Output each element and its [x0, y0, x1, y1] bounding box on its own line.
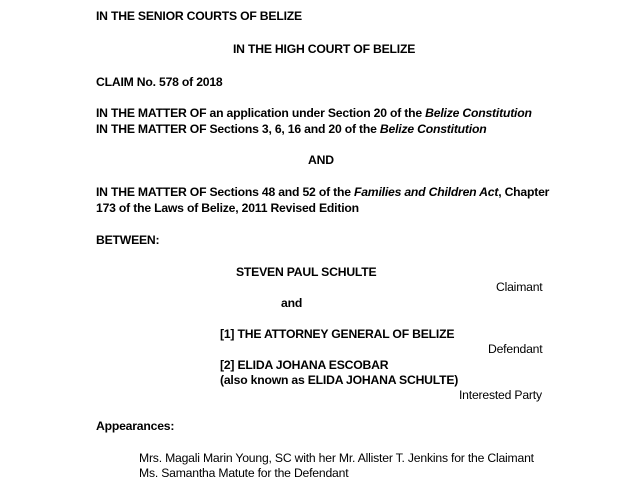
matter-constitution-section-20 [96, 106, 532, 120]
matter-text: IN THE MATTER OF Sections 3, 6, 16 and 20 of the [96, 122, 380, 136]
claimant-name: STEVEN PAUL SCHULTE [236, 265, 377, 279]
defendant-role: Defendant [488, 342, 543, 356]
matter-constitution-sections [96, 122, 486, 136]
defendant-name: [1] THE ATTORNEY GENERAL OF BELIZE [220, 327, 455, 341]
claimant-role: Claimant [496, 280, 543, 294]
matter-text: IN THE MATTER OF an application under Section 20 of the [96, 106, 426, 120]
matter-text: IN THE MATTER OF Sections 48 and 52 of the [96, 185, 354, 199]
matter-families-children-act-line2: 173 of the Laws of Belize, 2011 Revised Edition [96, 201, 359, 215]
court-title-high: IN THE HIGH COURT OF BELIZE [233, 42, 416, 56]
between-label: BETWEEN: [96, 233, 160, 247]
matter-italic-text: Belize Constitution [379, 122, 487, 136]
appearances-label: Appearances: [96, 419, 175, 433]
parties-and: and [281, 296, 303, 310]
interested-party-aka: (also known as ELIDA JOHANA SCHULTE) [220, 373, 459, 387]
court-title-senior: IN THE SENIOR COURTS OF BELIZE [96, 9, 302, 23]
interested-party-name: [2] ELIDA JOHANA ESCOBAR [220, 358, 389, 372]
claim-number: CLAIM No. 578 of 2018 [96, 75, 223, 89]
matter-italic-text: Belize Constitution [425, 106, 532, 120]
appearance-claimant: Mrs. Magali Marin Young, SC with her Mr. Allister T. Jenkins for the Claimant [139, 451, 534, 465]
matter-families-children-act [96, 185, 549, 199]
matter-text: , Chapter [498, 185, 550, 199]
interested-party-role: Interested Party [459, 388, 542, 402]
matter-and-separator: AND [308, 153, 334, 167]
matter-italic-text: Families and Children Act [353, 185, 499, 199]
appearance-defendant: Ms. Samantha Matute for the Defendant [139, 466, 349, 480]
